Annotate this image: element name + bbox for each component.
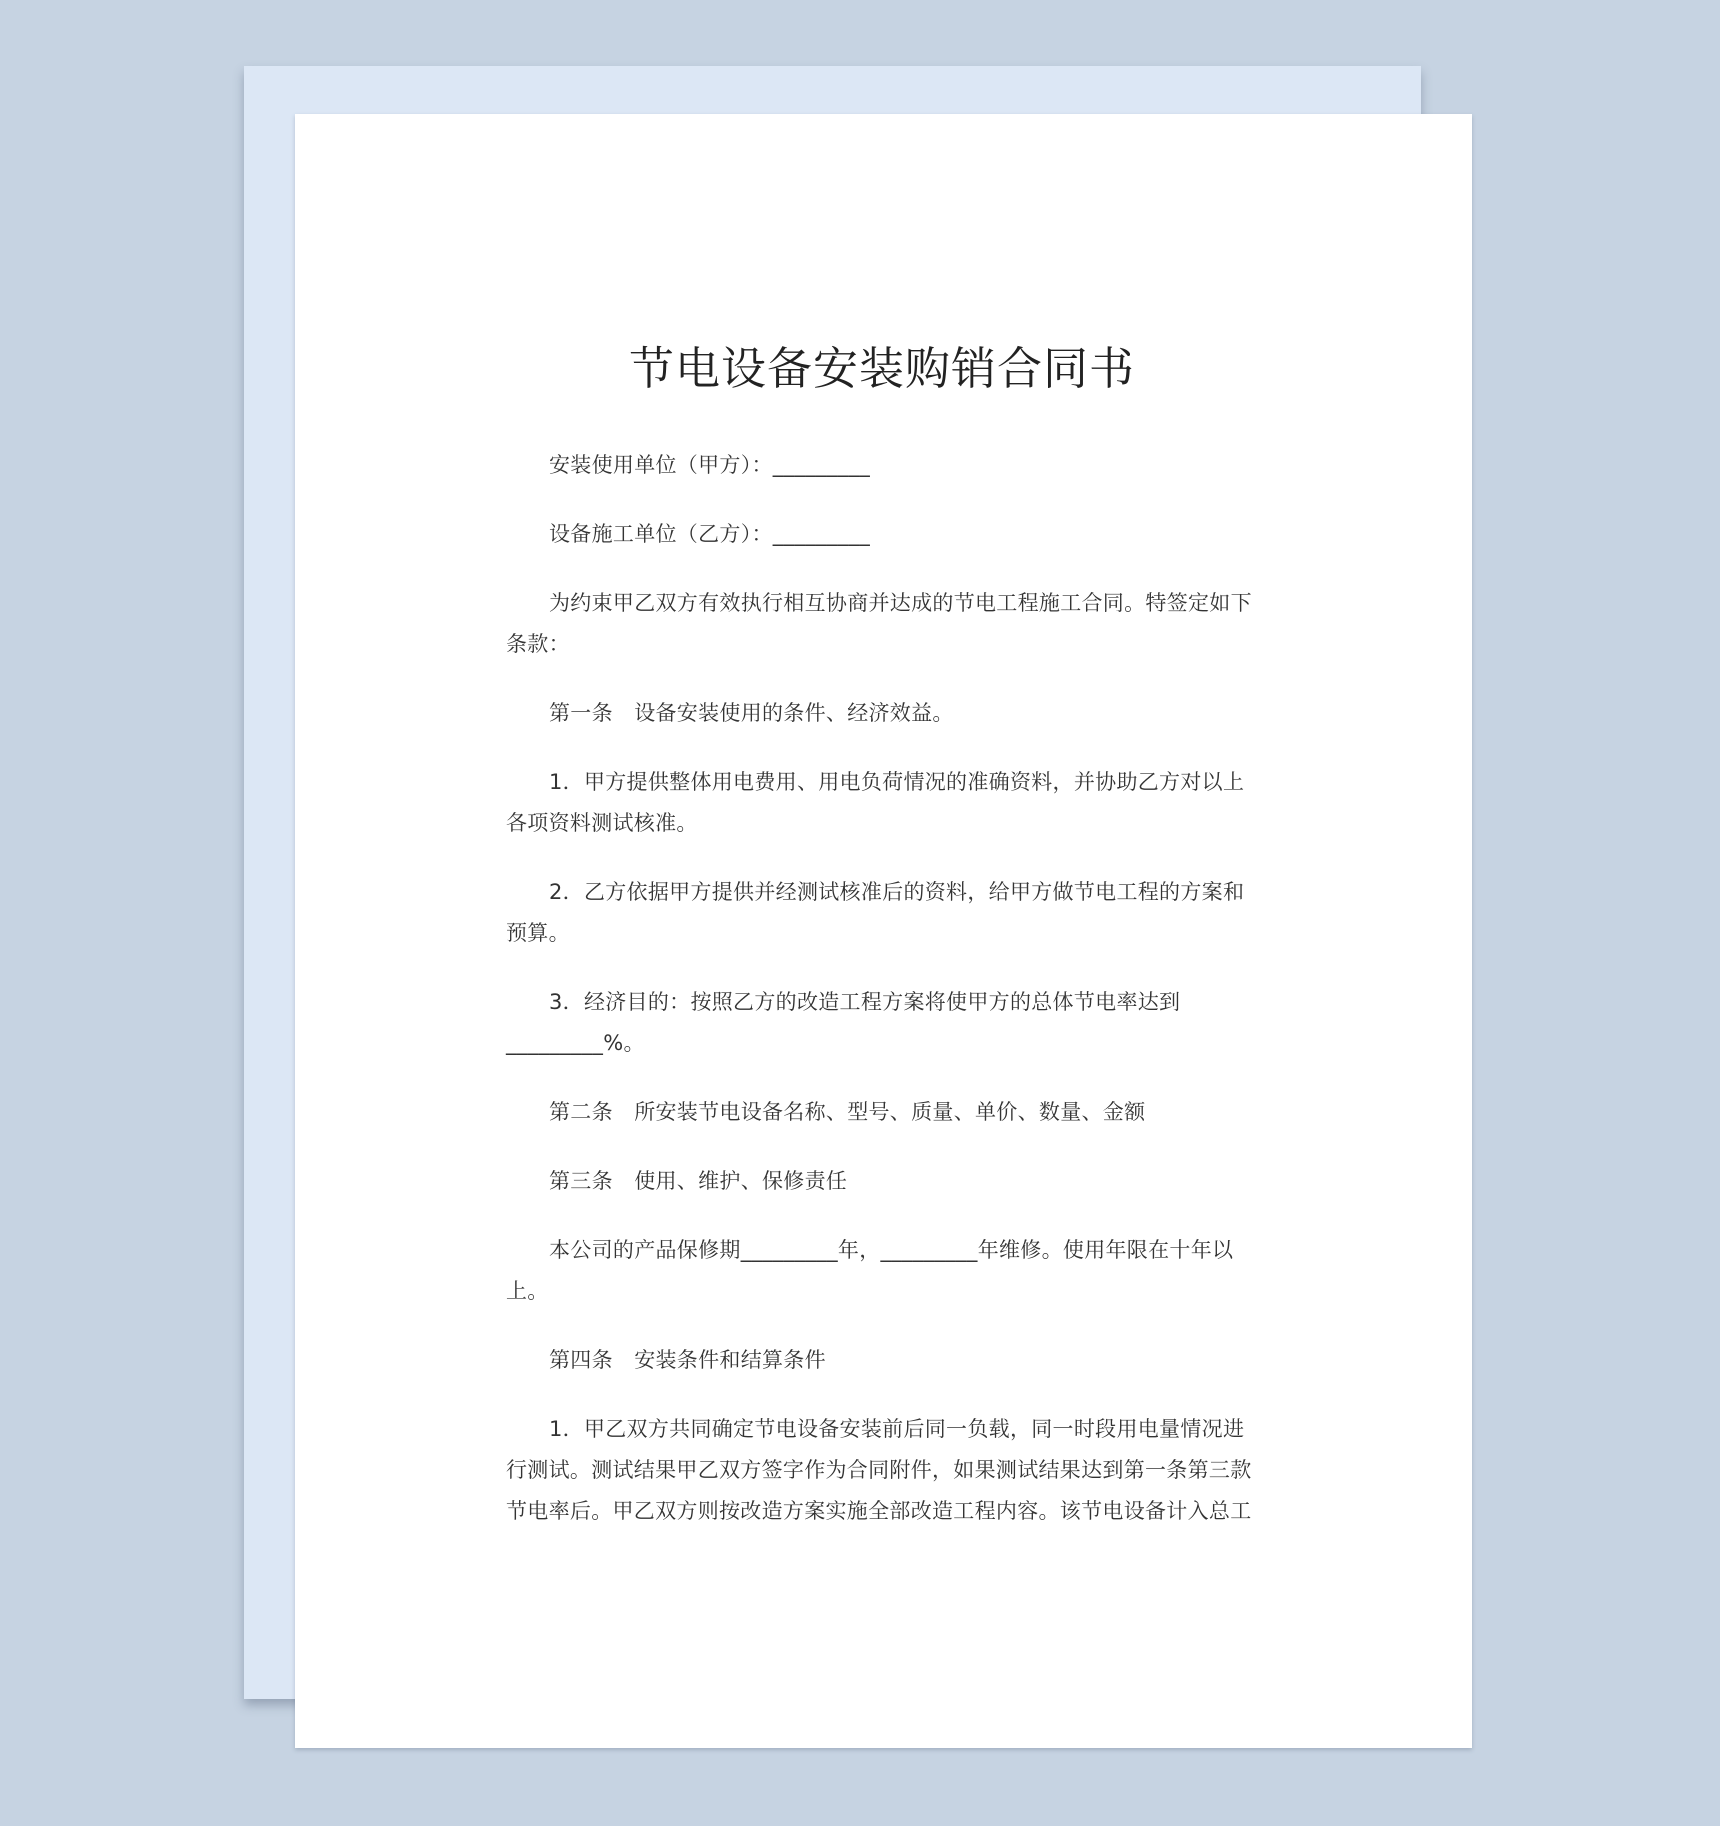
article-4-heading: 第四条 安装条件和结算条件 — [549, 1348, 826, 1372]
party-b-line: 设备施工单位（乙方）：_________ — [549, 522, 870, 546]
article-2-heading: 第二条 所安装节电设备名称、型号、质量、单价、数量、金额 — [549, 1100, 1146, 1124]
article-4-clause-1: 1．甲乙双方共同确定节电设备安装前后同一负载，同一时段用电量情况进行测试。测试结果甲乙双方签字作为合同附件，如果测试结果达到第一条第三款节电率后。甲乙双方则按改造方案实施全部改造工程内容。该节电设备计入总工 — [506, 1417, 1252, 1523]
article-1-clause-1: 1．甲方提供整体用电费用、用电负荷情况的准确资料，并协助乙方对以上各项资料测试核准。 — [506, 770, 1245, 835]
warranty-paragraph: 本公司的产品保修期_________年，_________年维修。使用年限在十年以上。 — [506, 1238, 1234, 1303]
article-1-clause-3: 3．经济目的：按照乙方的改造工程方案将使甲方的总体节电率达到_________%。 — [506, 990, 1181, 1055]
party-a-line: 安装使用单位（甲方）：_________ — [549, 453, 870, 477]
document-title: 节电设备安装购销合同书 — [628, 342, 1135, 395]
document-page — [295, 114, 1472, 1748]
article-1-heading: 第一条 设备安装使用的条件、经济效益。 — [549, 701, 954, 725]
preamble-paragraph: 为约束甲乙双方有效执行相互协商并达成的节电工程施工合同。特签定如下条款： — [506, 591, 1252, 656]
article-3-heading: 第三条 使用、维护、保修责任 — [549, 1169, 848, 1193]
document-body — [506, 339, 1258, 1560]
article-1-clause-2: 2．乙方依据甲方提供并经测试核准后的资料，给甲方做节电工程的方案和预算。 — [506, 880, 1245, 945]
